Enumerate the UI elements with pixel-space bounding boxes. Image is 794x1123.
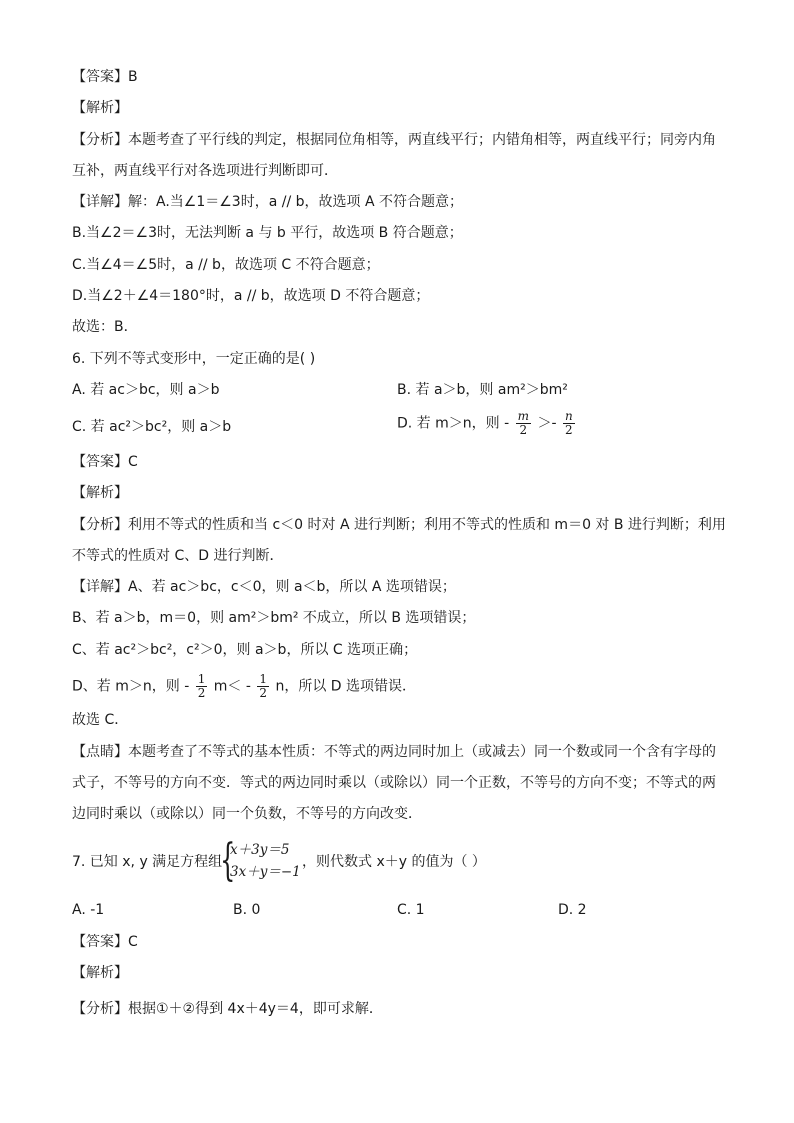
q6-option-d-relation: ＞- <box>537 415 557 432</box>
detail-text: D.当∠2＋∠4＝180°时，a // b，故选项 D 不符合题意； <box>72 288 430 304</box>
analysis-text: 【分析】根据①＋②得到 4x＋4y＝4，即可求解． <box>72 1001 383 1017</box>
detail-text: B、若 a＞b，m＝0，则 am²＞bm² 不成立，所以 B 选项错误； <box>72 610 476 626</box>
conclusion-text: 故选：B． <box>72 319 138 335</box>
detail-text: 【详解】A、若 ac＞bc，c＜0，则 a＜b，所以 A 选项错误； <box>72 579 456 595</box>
q6-option-b: B. 若 a＞b，则 am²＞bm² <box>397 382 568 398</box>
q6-option-c: C. 若 ac²＞bc²，则 a＞b <box>72 419 232 435</box>
q6-option-a: A. 若 ac＞bc，则 a＞b <box>72 382 220 398</box>
q7-option-b: B. 0 <box>233 902 261 918</box>
analysis-heading: 【解析】 <box>72 100 128 116</box>
detail-text: C.当∠4＝∠5时，a // b，故选项 C 不符合题意； <box>72 257 380 273</box>
analysis-heading: 【解析】 <box>72 965 128 981</box>
fraction-one-half: $\frac{1}{2}$ <box>259 672 268 700</box>
answer-label: 【答案】B <box>72 69 138 85</box>
analysis-text: 互补，两直线平行对各选项进行判断即可． <box>72 163 338 179</box>
comment-text: 【点睛】本题考查了不等式的基本性质：不等式的两边同时加上（或减去）同一个数或同一个含有字母的 <box>72 744 716 760</box>
equation-1: x＋3y＝5 <box>230 842 290 858</box>
comment-text: 式子，不等号的方向不变．等式的两边同时乘以（或除以）同一个正数，不等号的方向不变；不等式的两 <box>72 775 716 791</box>
q7-option-c: C. 1 <box>397 902 425 918</box>
fraction-m-over-2: $\frac{m}{2}$ <box>517 409 529 437</box>
analysis-text: 【分析】本题考查了平行线的判定，根据同位角相等，两直线平行；内错角相等，两直线平行；同旁内角 <box>72 132 716 148</box>
analysis-text: 不等式的性质对 C、D 进行判断． <box>72 548 284 564</box>
conclusion-text: 故选 C． <box>72 712 129 728</box>
detail-text: C、若 ac²＞bc²，c²＞0，则 a＞b，所以 C 选项正确； <box>72 642 418 658</box>
detail-text: B.当∠2＝∠3时，无法判断 a 与 b 平行，故选项 B 符合题意； <box>72 225 463 241</box>
fraction-one-half: $\frac{1}{2}$ <box>197 672 206 700</box>
detail-text-d: D、若 m＞n，则 - $\frac{1}{2}$ m＜ - $\frac{1}{2}$ n，所以 D 选项错误． <box>72 672 417 700</box>
left-brace-icon: { <box>220 835 236 886</box>
analysis-text: 【分析】利用不等式的性质和当 c＜0 时对 A 进行判断；利用不等式的性质和 m＝0 对 B 进行判断；利用 <box>72 517 726 533</box>
answer-label: 【答案】C <box>72 454 138 470</box>
q6-option-d-prefix: D. 若 m＞n，则 - <box>397 415 510 432</box>
analysis-heading: 【解析】 <box>72 485 128 501</box>
question-6-stem: 6. 下列不等式变形中，一定正确的是( ) <box>72 351 316 367</box>
equation-2: 3x＋y＝−1 <box>230 864 301 880</box>
question-7-suffix: ，则代数式 x＋y 的值为（ ） <box>302 854 486 870</box>
q7-option-d: D. 2 <box>558 902 587 918</box>
question-7-prefix: 7. 已知 x, y 满足方程组 <box>72 854 223 870</box>
q6-option-d <box>397 410 577 437</box>
detail-text: 【详解】解：A.当∠1＝∠3时，a // b，故选项 A 不符合题意； <box>72 194 463 210</box>
answer-label: 【答案】C <box>72 934 138 950</box>
comment-text: 边同时乘以（或除以）同一个负数，不等号的方向改变． <box>72 806 422 822</box>
q7-option-a: A. -1 <box>72 902 105 918</box>
fraction-n-over-2: $\frac{n}{2}$ <box>564 409 573 437</box>
